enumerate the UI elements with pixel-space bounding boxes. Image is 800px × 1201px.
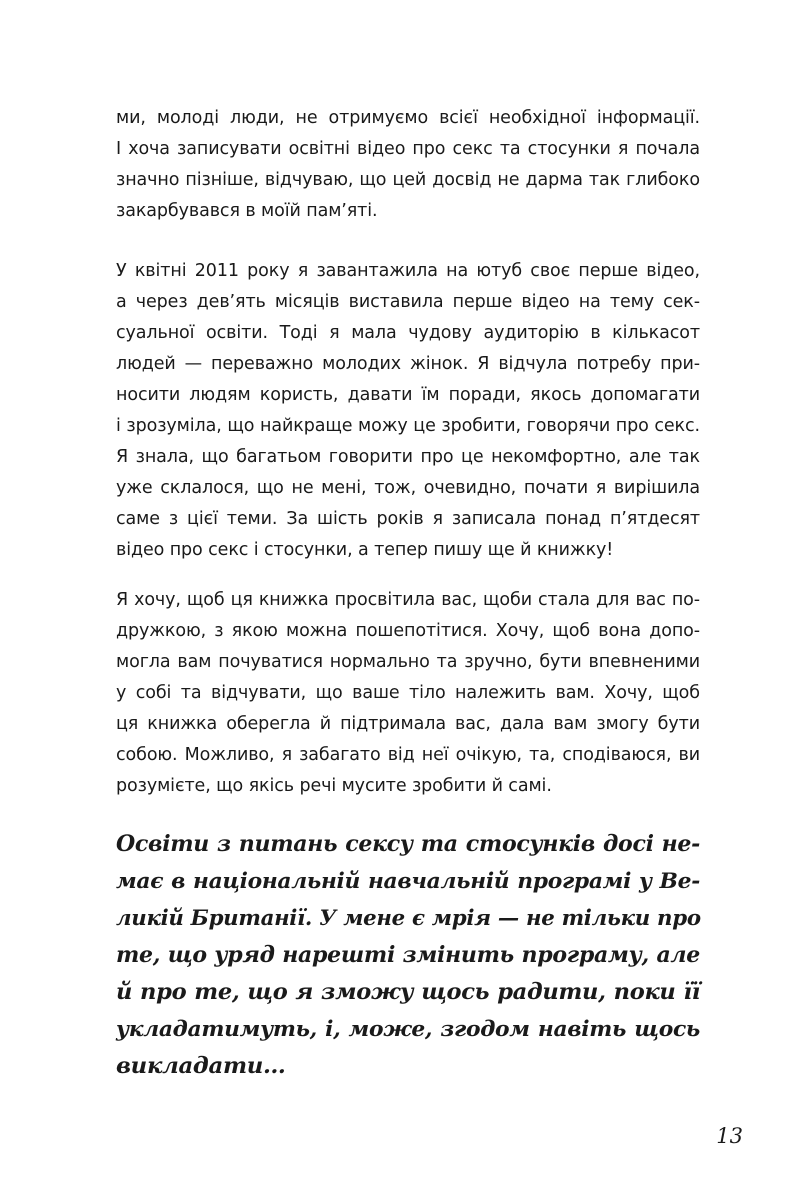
text-line: ми, молоді люди, не отримуємо всієї необхідної інформації. <box>116 108 700 128</box>
paragraph-3 <box>116 585 700 802</box>
text-line: суальної освіти. Тоді я мала чудову аудиторію в кількасот <box>116 323 700 343</box>
paragraph-2 <box>116 256 700 566</box>
text-line: у собі та відчувати, що ваше тіло належить вам. Хочу, щоб <box>116 683 700 703</box>
text-line: і зрозуміла, що найкраще можу це зробити, говорячи про секс. <box>116 416 700 436</box>
text-line: Я хочу, щоб ця книжка просвітила вас, щоби стала для вас по- <box>116 590 700 610</box>
text-line: уже склалося, що не мені, тож, очевидно, почати я вирішила <box>116 478 700 498</box>
text-line: а через дев’ять місяців виставила перше відео на тему сек- <box>116 292 700 312</box>
pull-quote-line: викладати… <box>116 1053 286 1079</box>
text-line: закарбувався в моїй пам’яті. <box>116 201 378 221</box>
pull-quote-line: те, що уряд нарешті змінить програму, але <box>116 942 700 968</box>
page-number: 13 <box>716 1124 743 1148</box>
text-line: ця книжка оберегла й підтримала вас, дала вам змогу бути <box>116 714 700 734</box>
pull-quote <box>116 826 700 1085</box>
text-line: саме з цієї теми. За шість років я записала понад п’ятдесят <box>116 509 700 529</box>
text-line: Я знала, що багатьом говорити про це некомфортно, але так <box>116 447 700 467</box>
pull-quote-line: й про те, що я зможу щось радити, поки її <box>116 979 700 1005</box>
text-line: відео про секс і стосунки, а тепер пишу ще й книжку! <box>116 540 614 560</box>
pull-quote-line: Освіти з питань сексу та стосунків досі не- <box>116 831 700 857</box>
text-line: могла вам почуватися нормально та зручно, бути впевненими <box>116 652 700 672</box>
text-line: носити людям користь, давати їм поради, якось допомагати <box>116 385 700 405</box>
text-line: дружкою, з якою можна пошепотітися. Хочу, щоб вона допо- <box>116 621 700 641</box>
text-line: І хоча записувати освітні відео про секс та стосунки я почала <box>116 139 700 159</box>
text-line: У квітні 2011 року я завантажила на ютуб своє перше відео, <box>116 261 700 281</box>
text-line: людей — переважно молодих жінок. Я відчула потребу при- <box>116 354 700 374</box>
paragraph-1 <box>116 103 700 227</box>
text-line: значно пізніше, відчуваю, що цей досвід не дарма так глибоко <box>116 170 700 190</box>
text-line: собою. Можливо, я забагато від неї очікую, та, сподіваюся, ви <box>116 745 700 765</box>
pull-quote-line: має в національній навчальній програмі у Ве- <box>116 869 700 894</box>
pull-quote-line: укладатимуть, і, може, згодом навіть щось <box>116 1017 700 1042</box>
text-line: розумієте, що якісь речі мусите зробити й самі. <box>116 776 552 796</box>
pull-quote-line: ликій Британії. У мене є мрія — не тільки про <box>116 906 701 931</box>
